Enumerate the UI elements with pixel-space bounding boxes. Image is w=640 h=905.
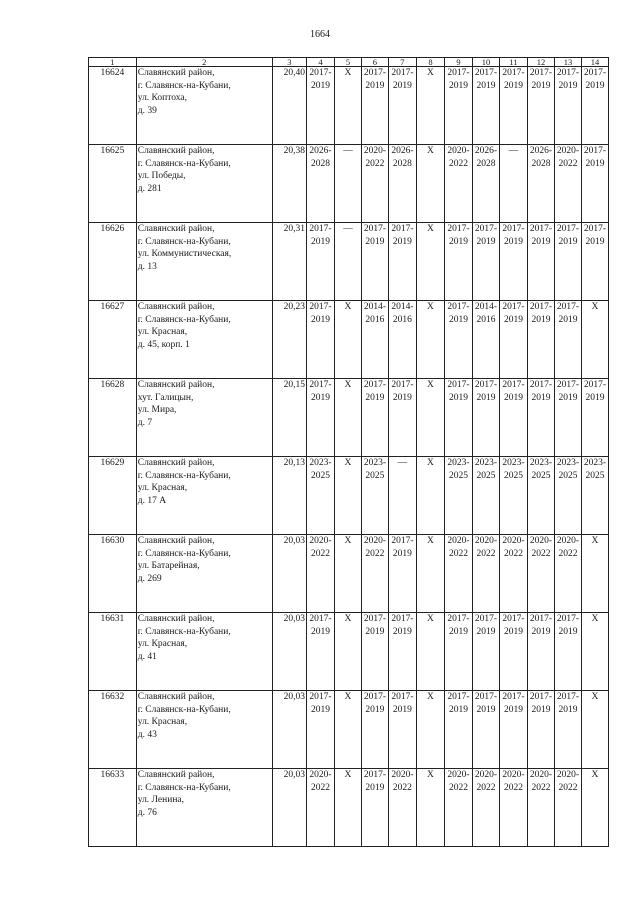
period-cell-c8: X — [416, 691, 444, 769]
period-cell-c9: 2017- 2019 — [444, 613, 472, 691]
period-cell-c5: X — [334, 535, 361, 613]
record-number: 16627 — [89, 301, 137, 379]
period-cell-c14: 2017- 2019 — [581, 67, 608, 145]
record-number: 16632 — [89, 691, 137, 769]
period-cell-c14: 2017- 2019 — [581, 379, 608, 457]
period-cell-c8: X — [416, 145, 444, 223]
period-cell-c4: 2017- 2019 — [306, 301, 334, 379]
address-line: д. 7 — [137, 417, 153, 428]
address-line: ул. Батарейная, — [137, 561, 200, 571]
period-cell-c7: 2014- 2016 — [388, 301, 416, 379]
period-cell-c10: 2017- 2019 — [472, 67, 499, 145]
period-cell-c9: 2017- 2019 — [444, 301, 472, 379]
period-cell-c6: 2017- 2019 — [361, 379, 388, 457]
period-cell-c12: 2017- 2019 — [527, 379, 554, 457]
period-cell-c5: X — [334, 457, 361, 535]
period-cell-c9: 2017- 2019 — [444, 379, 472, 457]
period-cell-c14: X — [581, 769, 608, 847]
period-cell-c7: 2017- 2019 — [388, 691, 416, 769]
period-cell-c10: 2017- 2019 — [472, 223, 499, 301]
column-number: 13 — [554, 58, 581, 67]
period-cell-c13: 2023- 2025 — [554, 457, 581, 535]
address-cell — [136, 67, 272, 145]
period-cell-c13: 2017- 2019 — [554, 691, 581, 769]
column-number: 6 — [361, 58, 388, 67]
column-number: 3 — [272, 58, 306, 67]
period-cell-c8: X — [416, 223, 444, 301]
period-cell-c8: X — [416, 379, 444, 457]
period-cell-c7: 2017- 2019 — [388, 535, 416, 613]
address-cell — [136, 613, 272, 691]
table-row — [89, 691, 609, 769]
column-number: 14 — [581, 58, 608, 67]
period-cell-c13: 2017- 2019 — [554, 223, 581, 301]
record-number: 16628 — [89, 379, 137, 457]
address-line: д. 13 — [137, 261, 157, 272]
period-cell-c10: 2026- 2028 — [472, 145, 499, 223]
period-cell-c7: 2020- 2022 — [388, 769, 416, 847]
period-cell-c11: 2020- 2022 — [499, 769, 527, 847]
column-number: 5 — [334, 58, 361, 67]
period-cell-c10: 2014- 2016 — [472, 301, 499, 379]
record-number: 16629 — [89, 457, 137, 535]
period-cell-c4: 2017- 2019 — [306, 613, 334, 691]
period-cell-c11: — — [499, 145, 527, 223]
period-cell-c5: X — [334, 301, 361, 379]
table-row — [89, 67, 609, 145]
area-cell: 20,38 — [272, 145, 306, 223]
address-line: ул. Красная, — [137, 717, 188, 727]
record-number: 16630 — [89, 535, 137, 613]
record-number: 16633 — [89, 769, 137, 847]
table-row — [89, 457, 609, 535]
period-cell-c14: 2017- 2019 — [581, 145, 608, 223]
page-number: 1664 — [310, 29, 330, 40]
address-line: ул. Ленина, — [137, 795, 184, 805]
address-line: г. Славянск-на-Кубани, — [137, 782, 231, 793]
period-cell-c4: 2020- 2022 — [306, 535, 334, 613]
address-line: г. Славянск-на-Кубани, — [137, 548, 231, 559]
period-cell-c9: 2020- 2022 — [444, 769, 472, 847]
period-cell-c13: 2017- 2019 — [554, 301, 581, 379]
column-number: 7 — [388, 58, 416, 67]
period-cell-c7: 2017- 2019 — [388, 613, 416, 691]
period-cell-c5: X — [334, 67, 361, 145]
period-cell-c8: X — [416, 67, 444, 145]
area-cell: 20,15 — [272, 379, 306, 457]
period-cell-c12: 2017- 2019 — [527, 67, 554, 145]
period-cell-c11: 2017- 2019 — [499, 301, 527, 379]
period-cell-c10: 2020- 2022 — [472, 535, 499, 613]
address-line: Славянский район, — [137, 458, 215, 468]
area-cell: 20,31 — [272, 223, 306, 301]
address-line: Славянский район, — [137, 224, 215, 234]
address-line: Славянский район, — [137, 302, 215, 312]
address-cell — [136, 457, 272, 535]
address-line: д. 76 — [137, 807, 157, 818]
address-line: Славянский район, — [137, 614, 215, 624]
period-cell-c10: 2017- 2019 — [472, 691, 499, 769]
period-cell-c4: 2017- 2019 — [306, 67, 334, 145]
address-cell — [136, 769, 272, 847]
period-cell-c13: 2017- 2019 — [554, 67, 581, 145]
area-cell: 20,03 — [272, 691, 306, 769]
period-cell-c6: 2023- 2025 — [361, 457, 388, 535]
column-number: 2 — [136, 58, 272, 67]
address-line: г. Славянск-на-Кубани, — [137, 158, 231, 169]
table-row — [89, 535, 609, 613]
address-line: г. Славянск-на-Кубани, — [137, 80, 231, 91]
address-line: Славянский район, — [137, 146, 215, 156]
table-body — [89, 58, 609, 847]
period-cell-c4: 2017- 2019 — [306, 379, 334, 457]
period-cell-c12: 2020- 2022 — [527, 769, 554, 847]
period-cell-c8: X — [416, 769, 444, 847]
table-row — [89, 145, 609, 223]
address-line: ул. Красная, — [137, 327, 188, 337]
address-line: Славянский район, — [137, 536, 215, 546]
period-cell-c13: 2020- 2022 — [554, 535, 581, 613]
address-line: г. Славянск-на-Кубани, — [137, 314, 231, 325]
period-cell-c14: 2017- 2019 — [581, 223, 608, 301]
address-cell — [136, 301, 272, 379]
period-cell-c13: 2020- 2022 — [554, 769, 581, 847]
area-cell: 20,03 — [272, 613, 306, 691]
period-cell-c14: X — [581, 613, 608, 691]
period-cell-c4: 2017- 2019 — [306, 223, 334, 301]
table-row — [89, 301, 609, 379]
record-number: 16625 — [89, 145, 137, 223]
period-cell-c11: 2017- 2019 — [499, 379, 527, 457]
period-cell-c4: 2023- 2025 — [306, 457, 334, 535]
registry-table — [88, 57, 609, 847]
column-number: 8 — [416, 58, 444, 67]
area-cell: 20,03 — [272, 769, 306, 847]
address-line: д. 269 — [137, 573, 162, 584]
period-cell-c10: 2017- 2019 — [472, 379, 499, 457]
period-cell-c14: X — [581, 691, 608, 769]
period-cell-c6: 2017- 2019 — [361, 769, 388, 847]
period-cell-c8: X — [416, 613, 444, 691]
column-number: 12 — [527, 58, 554, 67]
period-cell-c9: 2017- 2019 — [444, 691, 472, 769]
address-line: д. 39 — [137, 105, 157, 116]
period-cell-c6: 2014- 2016 — [361, 301, 388, 379]
period-cell-c5: — — [334, 223, 361, 301]
period-cell-c4: 2026- 2028 — [306, 145, 334, 223]
period-cell-c6: 2017- 2019 — [361, 613, 388, 691]
address-line: Славянский район, — [137, 68, 215, 78]
address-line: ул. Мира, — [137, 405, 177, 415]
period-cell-c6: 2017- 2019 — [361, 223, 388, 301]
address-line: Славянский район, — [137, 692, 215, 702]
address-cell — [136, 691, 272, 769]
period-cell-c11: 2017- 2019 — [499, 613, 527, 691]
period-cell-c12: 2020- 2022 — [527, 535, 554, 613]
period-cell-c13: 2017- 2019 — [554, 379, 581, 457]
address-line: хут. Галицын, — [137, 392, 194, 403]
period-cell-c10: 2017- 2019 — [472, 613, 499, 691]
period-cell-c11: 2017- 2019 — [499, 691, 527, 769]
address-line: г. Славянск-на-Кубани, — [137, 236, 231, 247]
area-cell: 20,23 — [272, 301, 306, 379]
period-cell-c7: 2017- 2019 — [388, 379, 416, 457]
period-cell-c6: 2017- 2019 — [361, 67, 388, 145]
address-line: д. 17 А — [137, 495, 167, 506]
period-cell-c5: X — [334, 379, 361, 457]
period-cell-c8: X — [416, 301, 444, 379]
period-cell-c12: 2017- 2019 — [527, 613, 554, 691]
table-row — [89, 769, 609, 847]
period-cell-c14: X — [581, 535, 608, 613]
area-cell: 20,40 — [272, 67, 306, 145]
period-cell-c12: 2017- 2019 — [527, 691, 554, 769]
period-cell-c7: 2017- 2019 — [388, 67, 416, 145]
column-number: 11 — [499, 58, 527, 67]
period-cell-c6: 2017- 2019 — [361, 691, 388, 769]
address-line: ул. Красная, — [137, 483, 188, 493]
address-cell — [136, 535, 272, 613]
period-cell-c7: 2026- 2028 — [388, 145, 416, 223]
record-number: 16631 — [89, 613, 137, 691]
area-cell: 20,13 — [272, 457, 306, 535]
address-line: ул. Красная, — [137, 639, 188, 649]
period-cell-c12: 2017- 2019 — [527, 223, 554, 301]
address-line: д. 41 — [137, 651, 157, 662]
period-cell-c12: 2023- 2025 — [527, 457, 554, 535]
period-cell-c13: 2017- 2019 — [554, 613, 581, 691]
table-row — [89, 223, 609, 301]
column-number-row — [89, 58, 609, 67]
period-cell-c9: 2020- 2022 — [444, 535, 472, 613]
table-row — [89, 613, 609, 691]
address-line: Славянский район, — [137, 770, 215, 780]
period-cell-c10: 2020- 2022 — [472, 769, 499, 847]
column-number: 4 — [306, 58, 334, 67]
period-cell-c9: 2017- 2019 — [444, 67, 472, 145]
column-number: 9 — [444, 58, 472, 67]
period-cell-c4: 2017- 2019 — [306, 691, 334, 769]
period-cell-c5: X — [334, 769, 361, 847]
address-line: д. 43 — [137, 729, 157, 740]
period-cell-c13: 2020- 2022 — [554, 145, 581, 223]
period-cell-c9: 2017- 2019 — [444, 223, 472, 301]
address-line: ул. Победы, — [137, 171, 186, 181]
period-cell-c6: 2020- 2022 — [361, 535, 388, 613]
period-cell-c14: X — [581, 301, 608, 379]
period-cell-c14: 2023- 2025 — [581, 457, 608, 535]
period-cell-c7: — — [388, 457, 416, 535]
table-row — [89, 379, 609, 457]
address-line: г. Славянск-на-Кубани, — [137, 704, 231, 715]
period-cell-c11: 2020- 2022 — [499, 535, 527, 613]
address-line: д. 45, корп. 1 — [137, 339, 190, 350]
period-cell-c12: 2017- 2019 — [527, 301, 554, 379]
address-line: д. 281 — [137, 183, 162, 194]
column-number: 1 — [89, 58, 137, 67]
period-cell-c11: 2017- 2019 — [499, 223, 527, 301]
period-cell-c8: X — [416, 535, 444, 613]
address-line: Славянский район, — [137, 380, 215, 390]
period-cell-c11: 2017- 2019 — [499, 67, 527, 145]
record-number: 16624 — [89, 67, 137, 145]
period-cell-c5: — — [334, 145, 361, 223]
column-number: 10 — [472, 58, 499, 67]
address-line: ул. Коммунистическая, — [137, 249, 232, 259]
address-line: г. Славянск-на-Кубани, — [137, 470, 231, 481]
period-cell-c7: 2017- 2019 — [388, 223, 416, 301]
record-number: 16626 — [89, 223, 137, 301]
period-cell-c4: 2020- 2022 — [306, 769, 334, 847]
address-cell — [136, 223, 272, 301]
period-cell-c10: 2023- 2025 — [472, 457, 499, 535]
period-cell-c9: 2020- 2022 — [444, 145, 472, 223]
period-cell-c8: X — [416, 457, 444, 535]
period-cell-c11: 2023- 2025 — [499, 457, 527, 535]
address-cell — [136, 379, 272, 457]
period-cell-c6: 2020- 2022 — [361, 145, 388, 223]
period-cell-c9: 2023- 2025 — [444, 457, 472, 535]
period-cell-c5: X — [334, 613, 361, 691]
address-line: ул. Коптоха, — [137, 93, 188, 103]
area-cell: 20,03 — [272, 535, 306, 613]
address-line: г. Славянск-на-Кубани, — [137, 626, 231, 637]
period-cell-c5: X — [334, 691, 361, 769]
period-cell-c12: 2026- 2028 — [527, 145, 554, 223]
address-cell — [136, 145, 272, 223]
